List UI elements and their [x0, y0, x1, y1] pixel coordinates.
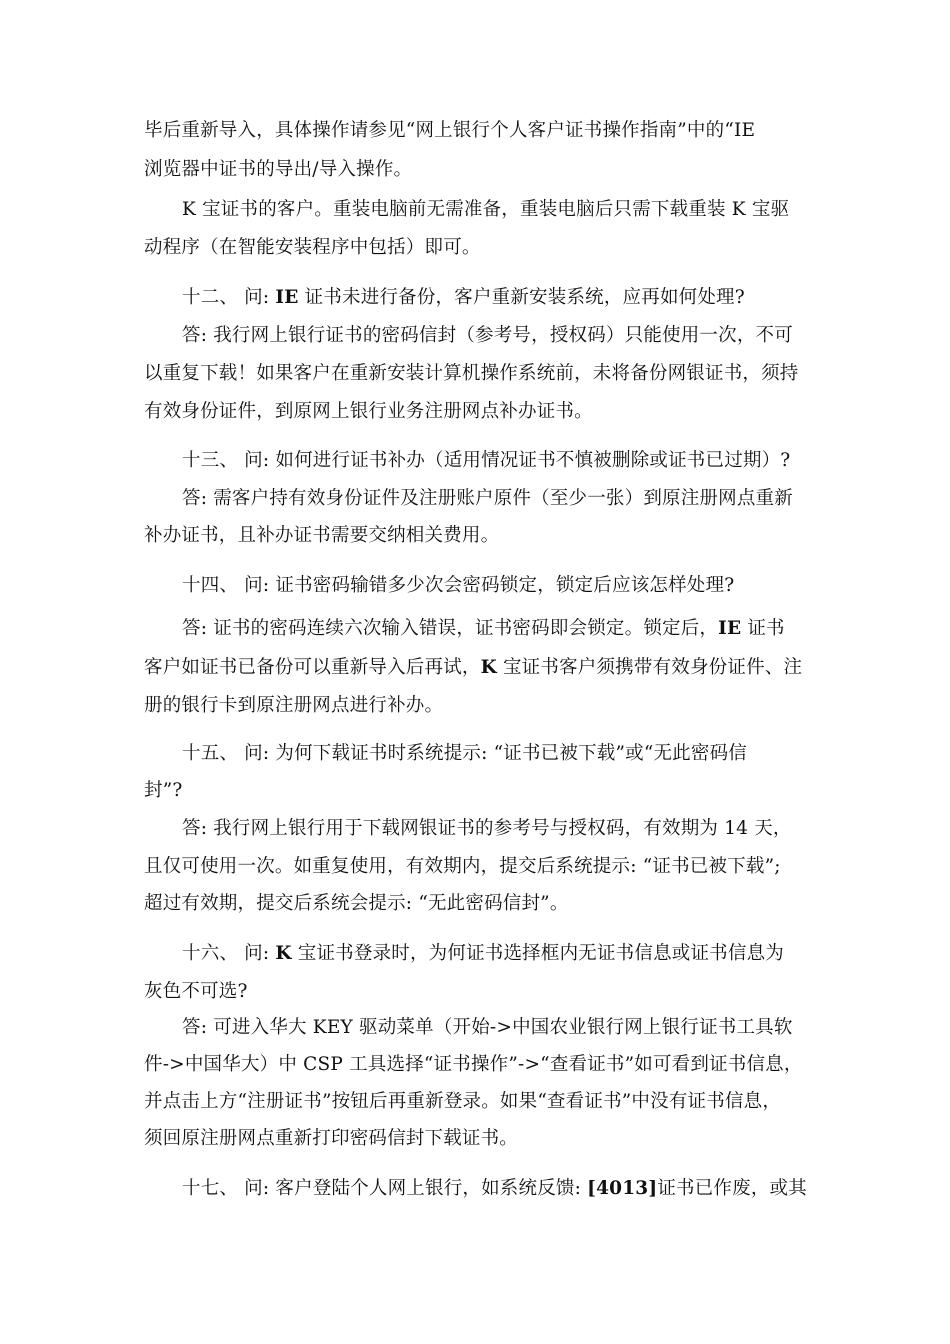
question-prefix: 十七、 问: 客户登陆个人网上银行，如系统反馈:	[182, 1178, 588, 1199]
question-13: 十三、 问: 如何进行证书补办（适用情况证书不慎被删除或证书已过期）?	[182, 450, 791, 471]
question-bold-term: K	[275, 943, 292, 964]
question-15: 十五、 问: 为何下载证书时系统提示: “证书已被下载”或“无此密码信	[182, 743, 747, 764]
answer-text: 客户如证书已备份可以重新导入后再试，	[144, 657, 481, 678]
question-16	[182, 941, 810, 967]
answer-line: 且仅可使用一次。如重复使用，有效期内，提交后系统提示: “证书已被下载”;	[144, 856, 781, 877]
question-14: 十四、 问: 证书密码输错多少次会密码锁定，锁定后应该怎样处理?	[182, 575, 735, 596]
answer-text: 宝证书客户须携带有效身份证件、注	[496, 657, 803, 678]
answer-line: 并点击上方“注册证书”按钮后再重新登录。如果“查看证书”中没有证书信息，	[144, 1091, 782, 1112]
answer-bold-term: IE	[718, 618, 742, 639]
question-bold-term: [4013]	[587, 1178, 658, 1199]
answer-line: 超过有效期，提交后系统会提示: “无此密码信封”。	[144, 893, 569, 914]
question-text: 证书已作废，或其	[657, 1178, 807, 1199]
question-text: 证书未进行备份，客户重新安装系统，应再如何处理?	[298, 287, 745, 308]
answer-line	[182, 616, 810, 642]
answer-line: 有效身份证件，到原网上银行业务注册网点补办证书。	[144, 401, 593, 422]
answer-bold-term: K	[480, 657, 497, 678]
answer-line: 答: 需客户持有效身份证件及注册账户原件（至少一张）到原注册网点重新	[182, 488, 793, 509]
question-prefix: 十二、 问:	[182, 287, 276, 308]
question-17	[182, 1176, 810, 1202]
answer-text: 证书	[741, 618, 785, 639]
answer-line: 以重复下载！如果客户在重新安装计算机操作系统前，未将备份网银证书，须持	[144, 363, 799, 384]
paragraph-line: K 宝证书的客户。重装电脑前无需准备，重装电脑后只需下载重装 K 宝驱	[182, 199, 790, 220]
answer-line: 须回原注册网点重新打印密码信封下载证书。	[144, 1128, 519, 1149]
paragraph-line: 浏览器中证书的导出/导入操作。	[144, 159, 413, 180]
question-prefix: 十六、 问:	[182, 943, 276, 964]
question-bold-term: IE	[275, 287, 299, 308]
answer-line	[144, 655, 810, 681]
question-16-cont: 灰色不可选?	[144, 981, 248, 1002]
answer-line: 册的银行卡到原注册网点进行补办。	[144, 695, 444, 716]
question-text: 宝证书登录时，为何证书选择框内无证书信息或证书信息为	[291, 943, 784, 964]
paragraph-line: 动程序（在智能安装程序中包括）即可。	[144, 237, 481, 258]
answer-text: 答: 证书的密码连续六次输入错误，证书密码即会锁定。锁定后，	[182, 618, 719, 639]
question-12	[182, 285, 810, 311]
question-15-cont: 封”?	[144, 780, 183, 801]
paragraph-line: 毕后重新导入，具体操作请参见“网上银行个人客户证书操作指南”中的“IE	[144, 120, 756, 141]
answer-line: 答: 我行网上银行证书的密码信封（参考号，授权码）只能使用一次，不可	[182, 325, 793, 346]
answer-line: 答: 可进入华大 KEY 驱动菜单（开始->中国农业银行网上银行证书工具软	[182, 1017, 793, 1038]
answer-line: 答: 我行网上银行用于下载网银证书的参考号与授权码，有效期为 14 天，	[182, 818, 792, 839]
answer-line: 件->中国华大）中 CSP 工具选择“证书操作”->“查看证书”如可看到证书信息，	[144, 1054, 803, 1075]
answer-line: 补办证书，且补办证书需要交纳相关费用。	[144, 525, 500, 546]
